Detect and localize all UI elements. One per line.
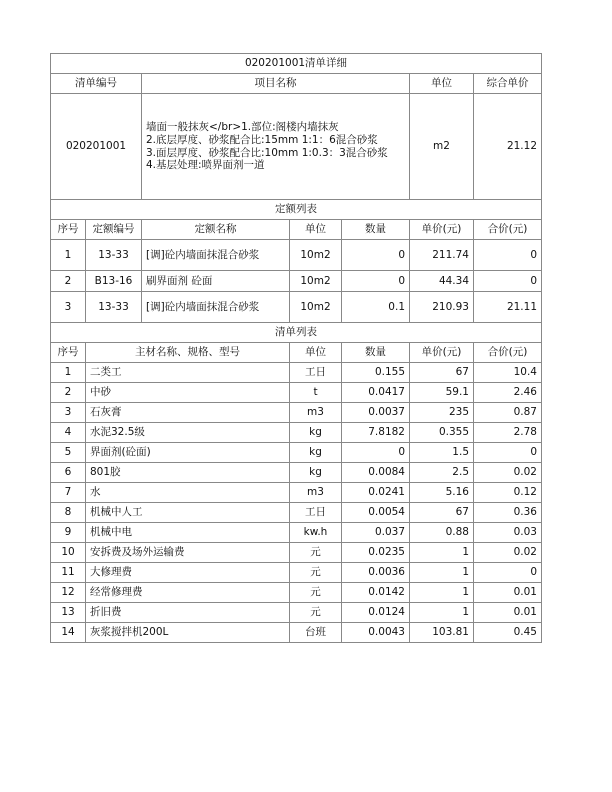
material-qty: 0.0417: [342, 383, 410, 403]
material-total: 0: [474, 563, 542, 583]
material-price: 67: [410, 363, 474, 383]
material-row: [51, 563, 542, 583]
quota-price: 210.93: [410, 292, 474, 323]
material-total: 10.4: [474, 363, 542, 383]
quota-header-total: 合价(元): [474, 220, 542, 240]
material-total: 2.78: [474, 423, 542, 443]
quota-unit: 10m2: [290, 271, 342, 292]
material-unit: 工日: [290, 503, 342, 523]
material-row: [51, 483, 542, 503]
material-name: 水: [86, 483, 290, 503]
material-row: [51, 403, 542, 423]
material-total: 0.01: [474, 583, 542, 603]
material-price: 59.1: [410, 383, 474, 403]
material-price: 1: [410, 543, 474, 563]
material-qty: 7.8182: [342, 423, 410, 443]
quota-header-unit: 单位: [290, 220, 342, 240]
material-total: 0.36: [474, 503, 542, 523]
item-description: [142, 94, 410, 200]
desc-line: 2.底层厚度、砂浆配合比:15mm 1:1：6混合砂浆: [146, 133, 378, 146]
material-price: 2.5: [410, 463, 474, 483]
material-price: 1: [410, 603, 474, 623]
quota-code: B13-16: [86, 271, 142, 292]
item-code: 020201001: [51, 94, 142, 200]
quota-unit: 10m2: [290, 292, 342, 323]
material-no: 3: [51, 403, 86, 423]
material-name: 界面剂(砼面): [86, 443, 290, 463]
material-total: 0.02: [474, 463, 542, 483]
material-no: 5: [51, 443, 86, 463]
material-unit: 工日: [290, 363, 342, 383]
header-price: 综合单价: [474, 74, 542, 94]
material-row: [51, 623, 542, 643]
material-total: 0.12: [474, 483, 542, 503]
material-no: 1: [51, 363, 86, 383]
material-row: [51, 383, 542, 403]
material-row: [51, 463, 542, 483]
material-header-total: 合价(元): [474, 343, 542, 363]
material-header-unit: 单位: [290, 343, 342, 363]
material-price: 0.88: [410, 523, 474, 543]
item-price: 21.12: [474, 94, 542, 200]
quota-header-name: 定额名称: [142, 220, 290, 240]
material-no: 10: [51, 543, 86, 563]
material-total: 0: [474, 443, 542, 463]
quota-no: 3: [51, 292, 86, 323]
material-unit: 元: [290, 563, 342, 583]
material-name: 机械中电: [86, 523, 290, 543]
material-name: 水泥32.5级: [86, 423, 290, 443]
quota-header-code: 定额编号: [86, 220, 142, 240]
material-name: 大修理费: [86, 563, 290, 583]
item-unit: m2: [410, 94, 474, 200]
material-no: 14: [51, 623, 86, 643]
material-total: 0.02: [474, 543, 542, 563]
material-unit: kg: [290, 443, 342, 463]
material-qty: 0.0235: [342, 543, 410, 563]
material-name: 801胶: [86, 463, 290, 483]
material-no: 7: [51, 483, 86, 503]
desc-line: 墙面一般抹灰</br>1.部位:阁楼内墙抹灰: [146, 121, 339, 134]
quota-total: 21.11: [474, 292, 542, 323]
material-no: 9: [51, 523, 86, 543]
material-qty: 0.037: [342, 523, 410, 543]
quota-unit: 10m2: [290, 240, 342, 271]
header-name: 项目名称: [142, 74, 410, 94]
material-qty: 0.0043: [342, 623, 410, 643]
material-qty: 0.0054: [342, 503, 410, 523]
material-row: [51, 363, 542, 383]
material-total: 0.45: [474, 623, 542, 643]
material-row: [51, 603, 542, 623]
material-no: 4: [51, 423, 86, 443]
material-price: 5.16: [410, 483, 474, 503]
material-section-title: 清单列表: [51, 323, 542, 343]
material-name: 机械中人工: [86, 503, 290, 523]
quota-no: 1: [51, 240, 86, 271]
material-header-name: 主材名称、规格、型号: [86, 343, 290, 363]
material-header-price: 单价(元): [410, 343, 474, 363]
material-qty: 0.0142: [342, 583, 410, 603]
material-price: 1.5: [410, 443, 474, 463]
quota-qty: 0: [342, 271, 410, 292]
quota-header-price: 单价(元): [410, 220, 474, 240]
quota-section-title: 定额列表: [51, 200, 542, 220]
material-unit: 元: [290, 583, 342, 603]
material-unit: kg: [290, 463, 342, 483]
material-total: 0.01: [474, 603, 542, 623]
material-header-qty: 数量: [342, 343, 410, 363]
quota-price: 44.34: [410, 271, 474, 292]
material-price: 1: [410, 583, 474, 603]
header-code: 清单编号: [51, 74, 142, 94]
quota-qty: 0.1: [342, 292, 410, 323]
material-qty: 0.0124: [342, 603, 410, 623]
bill-detail-table: [50, 53, 542, 643]
material-name: 灰浆搅拌机200L: [86, 623, 290, 643]
quota-total: 0: [474, 240, 542, 271]
material-row: [51, 503, 542, 523]
material-no: 11: [51, 563, 86, 583]
quota-header-no: 序号: [51, 220, 86, 240]
material-name: 折旧费: [86, 603, 290, 623]
material-name: 二类工: [86, 363, 290, 383]
material-price: 235: [410, 403, 474, 423]
material-row: [51, 443, 542, 463]
material-no: 2: [51, 383, 86, 403]
material-qty: 0.155: [342, 363, 410, 383]
material-unit: kw.h: [290, 523, 342, 543]
material-no: 12: [51, 583, 86, 603]
material-price: 67: [410, 503, 474, 523]
quota-name: [调]砼内墙面抹混合砂浆: [142, 240, 290, 271]
material-no: 13: [51, 603, 86, 623]
material-qty: 0.0084: [342, 463, 410, 483]
material-row: [51, 543, 542, 563]
material-unit: 元: [290, 603, 342, 623]
material-qty: 0: [342, 443, 410, 463]
material-price: 1: [410, 563, 474, 583]
material-no: 6: [51, 463, 86, 483]
quota-code: 13-33: [86, 240, 142, 271]
quota-price: 211.74: [410, 240, 474, 271]
quota-total: 0: [474, 271, 542, 292]
quota-header-qty: 数量: [342, 220, 410, 240]
material-unit: m3: [290, 483, 342, 503]
material-unit: m3: [290, 403, 342, 423]
material-name: 安拆费及场外运输费: [86, 543, 290, 563]
material-qty: 0.0037: [342, 403, 410, 423]
material-unit: 元: [290, 543, 342, 563]
material-name: 经常修理费: [86, 583, 290, 603]
quota-no: 2: [51, 271, 86, 292]
material-unit: 台班: [290, 623, 342, 643]
material-qty: 0.0036: [342, 563, 410, 583]
quota-code: 13-33: [86, 292, 142, 323]
material-qty: 0.0241: [342, 483, 410, 503]
material-header-no: 序号: [51, 343, 86, 363]
material-name: 石灰膏: [86, 403, 290, 423]
material-total: 0.03: [474, 523, 542, 543]
material-no: 8: [51, 503, 86, 523]
material-name: 中砂: [86, 383, 290, 403]
quota-name: [调]砼内墙面抹混合砂浆: [142, 292, 290, 323]
material-price: 0.355: [410, 423, 474, 443]
material-total: 0.87: [474, 403, 542, 423]
header-unit: 单位: [410, 74, 474, 94]
table-title: 020201001清单详细: [51, 54, 542, 74]
desc-line: 3.面层厚度、砂浆配合比:10mm 1:0.3：3混合砂浆: [146, 146, 388, 159]
quota-name: 刷界面剂 砼面: [142, 271, 290, 292]
material-row: [51, 523, 542, 543]
material-unit: kg: [290, 423, 342, 443]
material-total: 2.46: [474, 383, 542, 403]
material-unit: t: [290, 383, 342, 403]
material-row: [51, 423, 542, 443]
material-price: 103.81: [410, 623, 474, 643]
material-row: [51, 583, 542, 603]
desc-line: 4.基层处理:喷界面剂一道: [146, 159, 265, 172]
quota-qty: 0: [342, 240, 410, 271]
